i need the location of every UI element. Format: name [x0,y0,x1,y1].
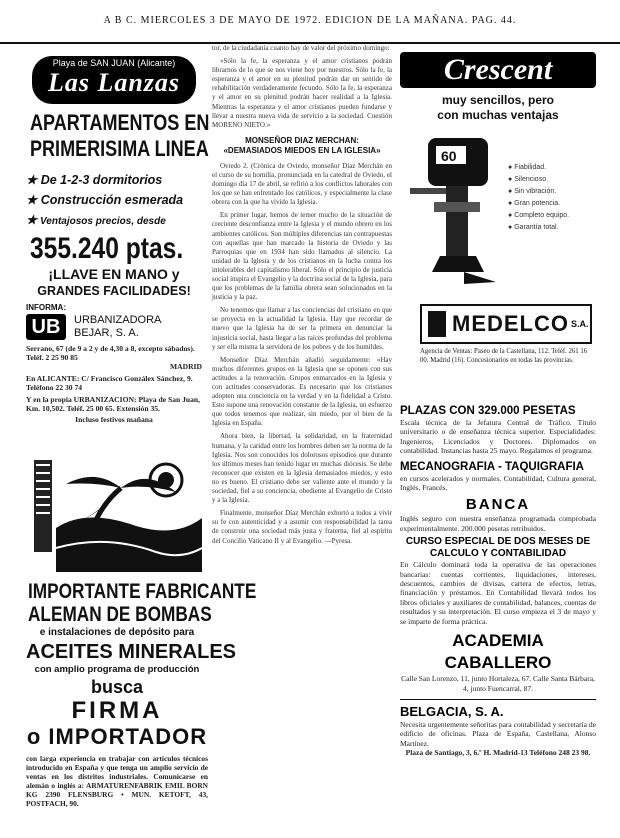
medelco-address: Agencia de Ventas: Paseo de la Castellana, 112. Teléf. 261 16 00. Madrid (16). Concesionarios en todas las provincias. [420,348,588,364]
engine-label: 60 [441,148,457,164]
curso-title: CURSO ESPECIAL DE DOS MESES DE CALCULO Y CONTABILIDAD [405,536,591,560]
ad-tag-2: GRANDES FACILIDADES! [37,284,191,298]
ad-headline-2: PRIMERISIMA LINEA [30,136,209,161]
medelco-logo: MEDELCO S.A. [420,304,592,344]
bombas-line-3: e instalaciones de depósito para [39,627,195,638]
bombas-line-1: IMPORTANTE FABRICANTE [28,580,257,603]
page-header: A B C. MIERCOLES 3 DE MAYO DE 1972. EDICION DE LA MAÑANA. PAG. 44. [103,15,517,26]
ad-festivos: Incluso festivos mañana [75,415,153,424]
bombas-line-2: ALEMAN DE BOMBAS [28,603,212,626]
meca-title: MECANOGRAFIA - TAQUIGRAFIA [400,460,584,473]
bombas-line-6: busca [90,677,144,697]
ad-address-city: MADRID [169,362,202,371]
bombas-line-8: o IMPORTADOR [26,724,208,749]
meca-body: en cursos acelerados y normales. Contabilidad, Cultura general, Inglés, Francés. [400,473,596,493]
bombas-line-7: FIRMA [71,697,163,724]
bombas-body: con larga experiencia en trabajar con artículos técnicos introducido en España y que tenga un amplio servicio de ventas en los distritos industriales. Comunicarse en alemán o inglés a: ARMATURENFABRIK EMIL BORN KG 2390 FLENSBURG • MUN. KETOFT, 43, POSTFACH, 90. [26,754,208,808]
ad-tag-1: ¡LLAVE EN MANO y [48,266,180,282]
banca-title: BANCA [465,496,531,514]
crescent-features [508,162,596,234]
article-paragraph: Finalmente, monseñor Díaz Merchán exhortó a todos a vivir su fe con autenticidad y a asumir con responsabilidad la tarea de construir una sociedad más justa y fraterna, fiel al espíritu del Concilio Vaticano II y al Evangelio. —Pyresa. [212,509,392,545]
feature-item: ● Garantía total. [508,224,559,231]
academia-title: ACADEMIA CABALLERO [444,631,552,673]
article-paragraph: Monseñor Díaz Merchán añadió seguidamente: «Hay muchos diferentes grupos en la Iglesia que se oponen con sus actitudes a la renovación. Grupos enmarcados en la Iglesia y con actitudes conservadoras. Es necesario que los cristianos adopten una conciencia en la verdad y en la fidelidad a Cristo. Esto supone una renovación constante de la Iglesia, un esfuerzo que todos tenemos que realizar, sin miedo, por el bien de la Iglesia en España. [212,355,392,428]
ad-bullet: ★ Construcción esmerada [26,193,184,207]
feature-item: ● Completo equipo. [508,212,570,219]
ad-brand-name: Las Lanzas [47,68,181,97]
company-name-1: URBANIZADORA [74,314,162,326]
las-lanzas-banner [32,56,196,104]
article-paragraph: Oviedo 2. (Crónica de Oviedo, monseñor Díaz Merchán en el curso de su homilía, pronunciada en la catedral de Oviedo, el domingo día 17 de abril, se refirió a los conflictos laborales con los que se han enfrentado los católicos, y especialmente la clase obrera con la que ha vivido la Iglesia. [212,161,392,207]
academia-body: Calle San Lorenzo, 11, junto Hortaleza, 67. Calle Santa Bárbara, 4, junto Fuencarral, 87. [401,674,595,693]
anchor-icon [428,311,446,337]
classifieds-column [400,404,596,834]
ad-bombas [26,580,257,830]
ad-informa: INFORMA: [26,303,66,312]
article-paragraph: «Sólo la fe, la esperanza y el amor cristianos podrán librarnos de lo que se nos viene hoy por nuestros. Sólo la fe, la esperanza y el amor en su plenitud podrán dar un sentido de rehabilitación verdaderamente fecundo. Sólo la fe, la esperanza y el amor en su plenitud podrán hacer realidad a la Iglesia. Mientras la esperanza y el amor cristianos pueden fundarse y llevar a nuestra nueva vida de servicio a la sociedad. Cuestión MORENO NIETO.» [212,57,392,129]
bombas-line-4: ACEITES MINERALES [26,641,237,663]
bombas-line-5: con amplio programa de producción [34,664,200,675]
plazas-body: Escala técnica de la Jefatura Central de Tráfico. Título universitario o de enseñanza técnica superior. Especialidades: Ingenieros, Licenciados y Doctores. Diplomados en contabilidad. Instancias hasta 25 mayo. Regalamos el programa. [400,418,596,456]
ad-address-urbanizacion: Y en la propia URBANIZACION: Playa de San Juan, Km. 10,502. Teléf. 25 00 65. Extensión 35. [26,395,201,413]
belgacia-address: Plaza de Santiago, 3, 6.º H. Madrid-13 Teléfono 248 23 98. [405,748,591,758]
star-icon: ★ [26,213,38,227]
curso-body: En Cálculo dominará toda la operativa de las operaciones bancarias: cuentas corrientes, liquidaciones, intereses, descuentos, cambios de divisas, cartera de efectos, letras, financiación y préstamos. En Contabilidad llevará todos los libros oficiales y auxiliares de contabilidad, balances, cuentas de resultados y su interpretación. El curso empieza el 3 de mayo y se imparte de forma práctica. [400,560,596,626]
ad-bullet: ★ De 1-2-3 dormitorios [26,173,163,187]
article-title: MONSEÑOR DIAZ MERCHAN: «DEMASIADOS MIEDOS EN LA IGLESIA» [223,135,381,155]
ad-address-alicante: En ALICANTE: C/ Francisco Gonzálex Sánchez, 9. Teléfono 22 30 74 [26,374,193,392]
palm-leaves-icon [66,477,176,518]
outboard-motor-illustration [406,132,516,292]
ad-crescent [400,52,596,392]
feature-item: ● Silencioso. [508,176,549,183]
crescent-slogan-2: con muchas ventajas [437,108,559,122]
belgacia-body: Necesita urgentemente señoritas para contabilidad y secretaría de edificio de oficinas. Plaza de España, Castellana, Alonso Martínez. [400,719,596,748]
article-paragraph: No tenemos que llamar a las conciencias del cristiano en que se proyecta en la actualidad la Iglesia. Hay que recordar de nuevo que la Iglesia ha de ser la primera en denunciar la injusticia social, hasta llegar a las raíces profundas del problema y ser ella misma la servidora de los pobres y de los humildes. [212,306,392,351]
company-logo: UB [26,314,66,340]
ad-price: 355.240 ptas. [30,232,184,265]
ad-location: Playa de SAN JUAN (Alicante) [52,58,176,68]
company-name-2: BEJAR, S. A. [74,327,139,339]
feature-item: ● Gran potencia. [508,200,561,207]
star-icon: ★ [26,193,38,207]
plazas-title: PLAZAS CON 329.000 PESETAS [400,405,576,417]
ad-bullet: ★ Ventajosos precios, desde [26,213,166,227]
crescent-logo: Crescent [400,52,596,88]
ad-headline-1: APARTAMENTOS EN [30,110,210,135]
article-paragraph: Ahora bien, la libertad, la solidaridad, en la fraternidad humana, y la caridad entre los hombres deben ser la norma de la Iglesia. Nos son conocidos los dolorosos episodios que durante los últimos meses han tenido lugar en muchas diócesis. Se debe reconocer que existen en la Iglesia demasiados miedos, y esto no es bueno. El cristiano debe ser valiente ante el mundo y la sociedad, fiel a su conciencia, obediente al Evangelio de Cristo y a la Iglesia. [212,432,392,505]
belgacia-title: BELGACIA, S. A. [400,703,504,719]
ad-las-lanzas [26,52,210,572]
star-icon: ★ [26,173,38,187]
crescent-slogan-1: muy sencillos, pero [441,93,555,107]
beach-illustration [26,448,202,572]
feature-item: ● Fiabilidad. [508,164,547,171]
article-intro: tor, de la ciudadanía cuanto hay de valor del próximo domingo: [212,44,390,52]
article-paragraph: En primer lugar, hemos de temer mucho de la situación de creciente desconfianza entre la Iglesia y el mundo obrero en los ambientes católicos. Son múltiples diferencias tan contrapuestas con aquellas que han marcado la historia de Oviedo y las Parroquias que en 1934 han sido llamados al silencio. La unidad de la Iglesia y de los cristianos en la lucha contra los intolerables del capitalismo liberal. Sólo el principio de justicia social inspira el Evangelio y la doctrina social de la Iglesia, para que los problemas de la familia obrera sean solucionados en la justicia y la paz. [212,211,392,302]
ad-address-madrid: Serrano, 67 (de 9 a 2 y de 4,30 a 8, excepto sábados). Teléf. 2 25 90 85 [26,344,195,362]
feature-item: ● Sin vibración. [508,188,557,195]
article-column [212,44,392,834]
banca-body: Inglés seguro con nuestra enseñanza programada comprobada experimentalmente. 200.000 pesetas retribuidos. [400,514,596,533]
